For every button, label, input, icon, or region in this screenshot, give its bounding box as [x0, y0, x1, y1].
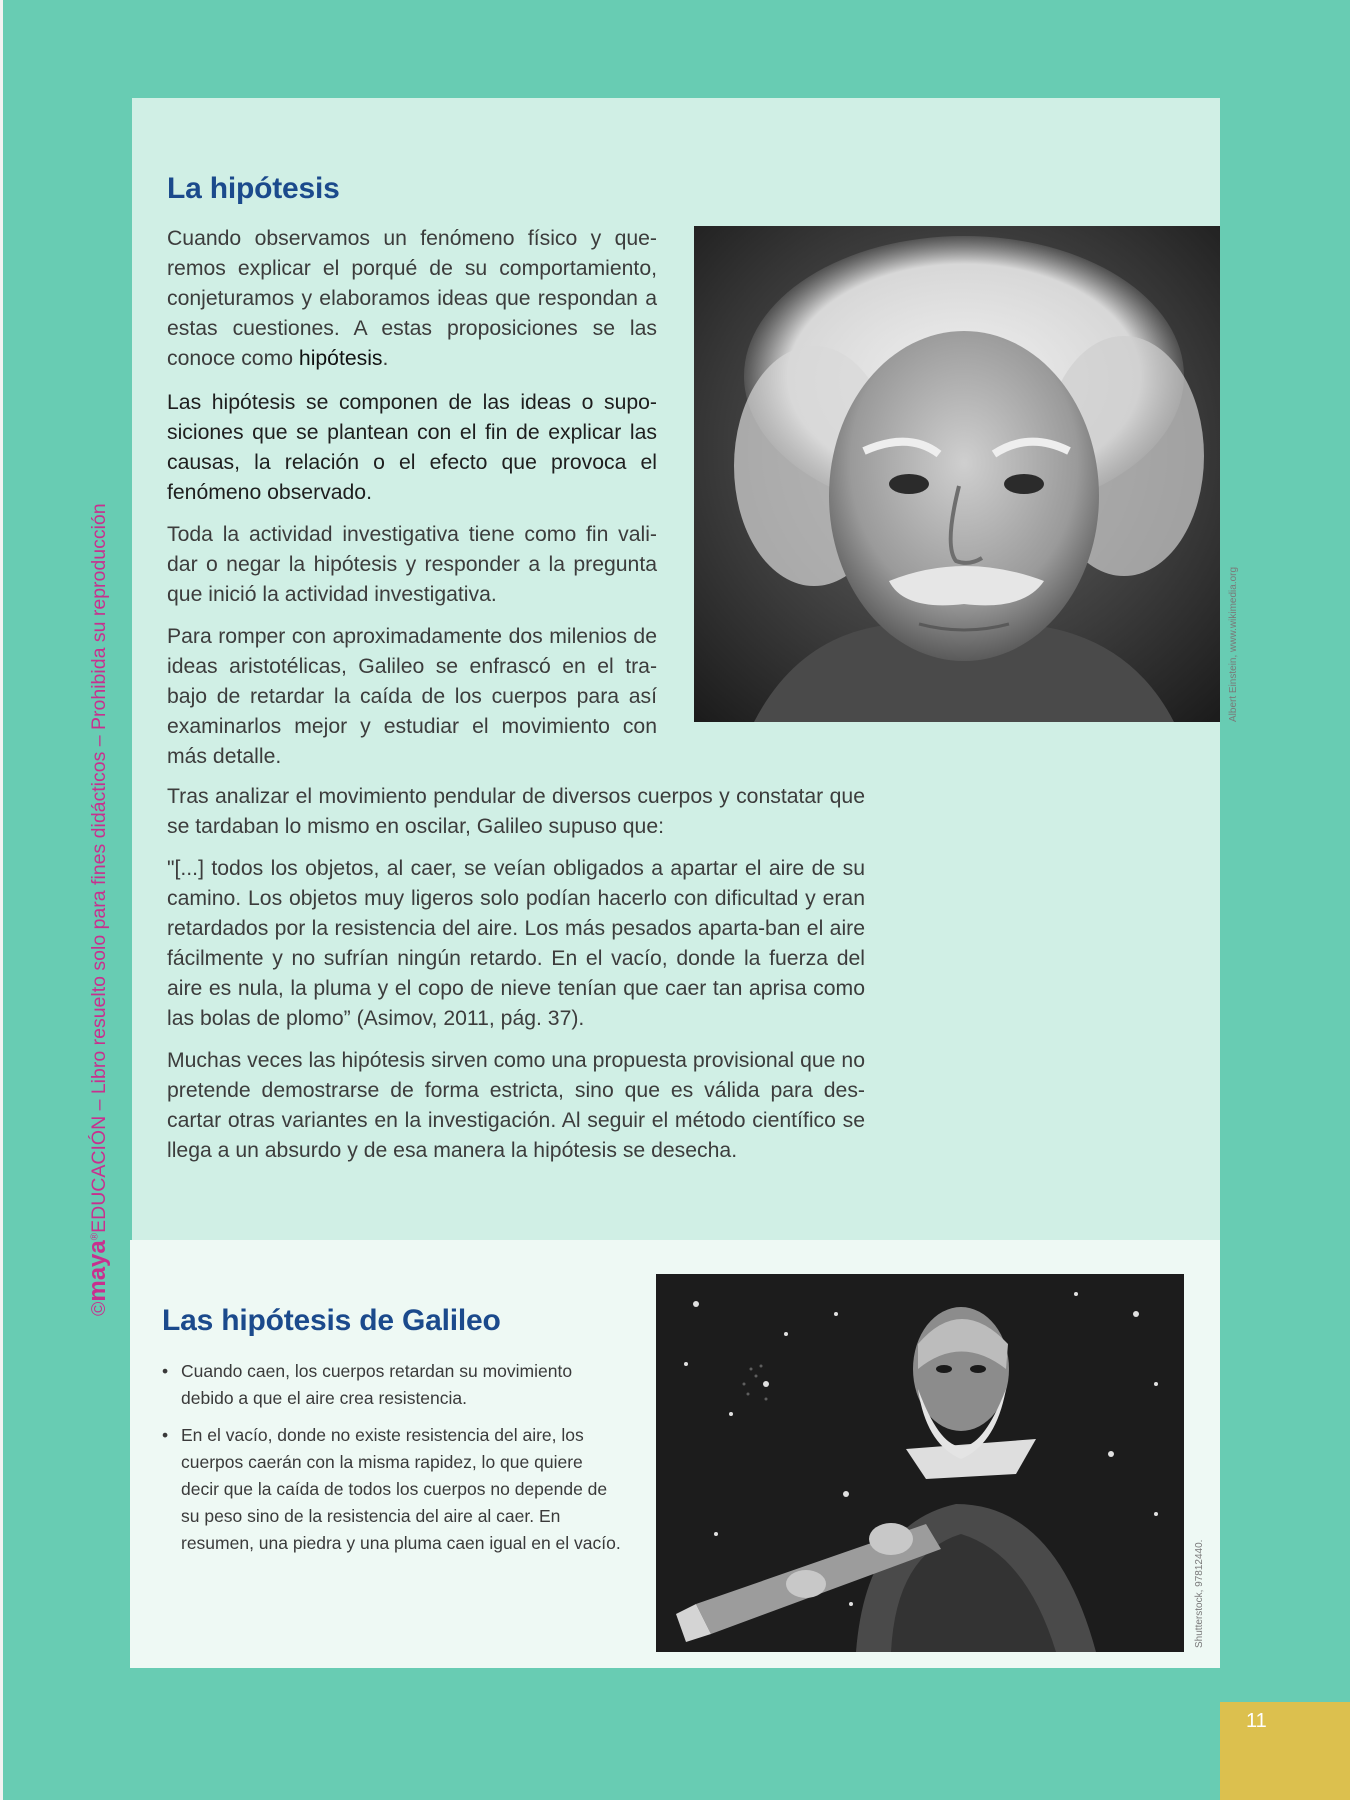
list-item-text: Cuando caen, los cuerpos retardan su movimiento debido a que el aire crea resistencia.: [181, 1361, 573, 1408]
einstein-photo: [694, 226, 1220, 722]
paragraph-intro: [167, 224, 657, 374]
brand-logo-text: maya: [84, 1240, 111, 1302]
copyright-symbol: ©: [88, 1301, 110, 1316]
list-item: [162, 1358, 622, 1412]
list-item-text: En el vacío, donde no existe resistencia del aire, los cuerpos caerán con la misma rapidez, lo que quiere decir que la caída de todos los cuerpos no depende de su peso sino de la resistencia del aire al caer. En resumen, una piedra y una pluma caen igual en el vacío.: [181, 1425, 621, 1553]
section-title: La hipótesis: [167, 172, 340, 205]
galileo-engraving-illustration: [656, 1274, 1184, 1652]
paragraph-intro-text: Cuando observamos un fenómeno físico y que-remos explicar el porqué de su comportamiento, conjeturamos y elaboramos ideas que respondan a estas cuestiones. A estas proposiciones se las conoce como: [167, 227, 657, 370]
paragraph-intro-end: .: [382, 347, 389, 370]
copyright-side-note: [84, 503, 112, 1316]
paragraph-galileo-intro: Para romper con aproximadamente dos milenios de ideas aristotélicas, Galileo se enfrascó en el tra-bajo de retardar la caída de los cuerpos para así examinarlos mejor y estudiar el movimiento con más detalle.: [167, 625, 657, 768]
list-item: [162, 1422, 622, 1557]
page-number: 11: [1246, 1710, 1267, 1732]
copyright-text: EDUCACIÓN – Libro resuelto solo para fines didácticos – Prohibida su reproducción: [88, 503, 110, 1233]
galileo-engraving: [656, 1274, 1184, 1652]
paragraph-asimov-quote: "[...] todos los objetos, al caer, se veían obligados a apartar el aire de su camino. Los objetos muy ligeros solo podían hacerlo con dificultad y eran retardados por la resistencia del aire. Los más pesados aparta-ban el aire fácilmente y no sufrían ningún retardo. En el vacío, donde la fuerza del aire es nula, la pluma y el copo de nieve tenían que caer tan aprisa como las bolas de plomo” (Asimov, 2011, pág. 37).: [167, 857, 865, 1030]
bullet-icon: •: [162, 1361, 169, 1381]
hypothesis-term: hipótesis: [298, 347, 383, 370]
paragraph-provisional: Muchas veces las hipótesis sirven como una propuesta provisional que no pretende demostrarse de forma estricta, sino que es válida para des-cartar otras variantes en la investigación. Al seguir el método científico se llega a un absurdo y de esa manera la hipótesis se desecha.: [167, 1049, 865, 1162]
galileo-box-title: Las hipótesis de Galileo: [162, 1304, 501, 1337]
einstein-photo-credit: Albert Einstein, www.wikimedia.org: [1228, 566, 1239, 722]
einstein-portrait-illustration: [694, 226, 1220, 722]
galileo-hypotheses-list: [162, 1358, 622, 1567]
page-number-tab: [1220, 1702, 1350, 1800]
galileo-photo-credit: Shutterstock, 97812440.: [1194, 1539, 1205, 1648]
bullet-icon: •: [162, 1425, 169, 1445]
page-left-edge: [0, 0, 3, 1800]
paragraph-definition: Las hipótesis se componen de las ideas o supo-siciones que se plantean con el fin de explicar las causas, la relación o el efecto que provoca el fenómeno observado.: [167, 391, 657, 504]
paragraph-pendulum: Tras analizar el movimiento pendular de diversos cuerpos y constatar que se tardaban lo mismo en oscilar, Galileo supuso que:: [167, 785, 865, 838]
paragraph-investigation: Toda la actividad investigativa tiene como fin vali-dar o negar la hipótesis y responder a la pregunta que inició la actividad investigativa.: [167, 523, 657, 606]
registered-mark: ®: [89, 1232, 101, 1241]
